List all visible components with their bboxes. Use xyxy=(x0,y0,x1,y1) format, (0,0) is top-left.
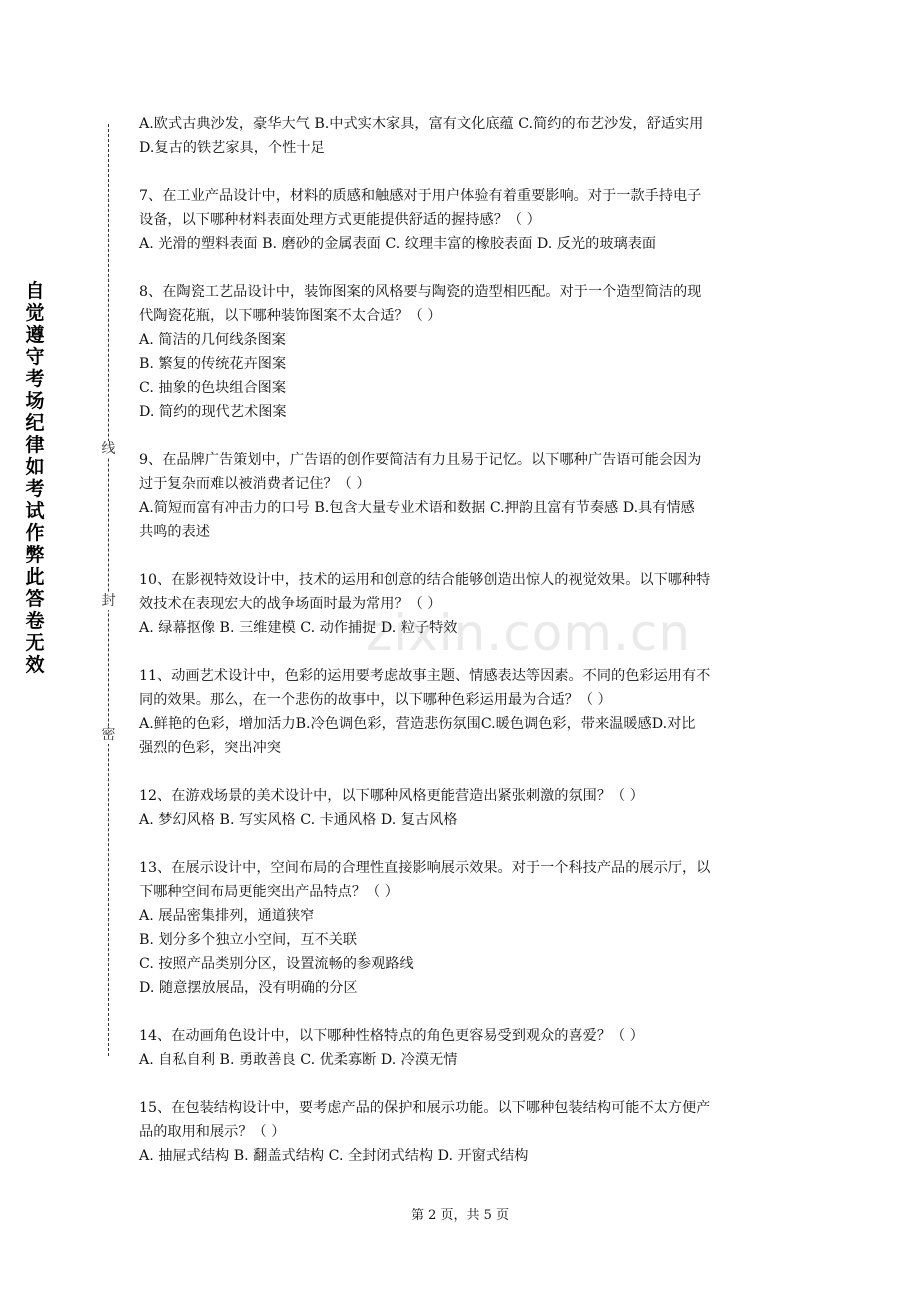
seal-mark-seal: 封 xyxy=(101,593,116,609)
question-10 xyxy=(139,568,791,640)
question-line: 15、在包装结构设计中，要考虑产品的保护和展示功能。以下哪种包装结构可能不太方便产 xyxy=(139,1100,711,1116)
question-line: A. 梦幻风格 B. 写实风格 C. 卡通风格 D. 复古风格 xyxy=(139,812,458,828)
question-line: 11、动画艺术设计中，色彩的运用要考虑故事主题、情感表达等因素。不同的色彩运用有不 xyxy=(139,668,711,684)
question-8 xyxy=(139,280,791,424)
question-line: 12、在游戏场景的美术设计中，以下哪种风格更能营造出紧张刺激的氛围？（ ） xyxy=(139,788,644,804)
seal-mark-line: 线 xyxy=(101,441,116,457)
question-line: 下哪种空间布局更能突出产品特点？（ ） xyxy=(139,884,399,900)
question-11 xyxy=(139,664,791,760)
question-line: C. 抽象的色块组合图案 xyxy=(139,380,287,396)
page-number: 第 2 页，共 5 页 xyxy=(410,1208,510,1223)
seal-mark-secret: 密 xyxy=(101,727,116,743)
question-line: 10、在影视特效设计中，技术的运用和创意的结合能够创造出惊人的视觉效果。以下哪种特 xyxy=(139,572,711,588)
question-line: B. 划分多个独立小空间，互不关联 xyxy=(139,932,358,948)
question-line: D.复古的铁艺家具，个性十足 xyxy=(139,140,325,156)
question-12 xyxy=(139,784,791,832)
question-line: 同的效果。那么，在一个悲伤的故事中，以下哪种色彩运用最为合适？（ ） xyxy=(139,692,612,708)
question-line: A. 自私自利 B. 勇敢善良 C. 优柔寡断 D. 冷漠无情 xyxy=(139,1052,458,1068)
question-13 xyxy=(139,856,791,1000)
question-line: A.鲜艳的色彩，增加活力B.冷色调色彩，营造悲伤氛围C.暖色调色彩，带来温暖感D.对比 xyxy=(139,716,696,732)
question-line: B. 繁复的传统花卉图案 xyxy=(139,356,287,372)
question-line: A. 简洁的几何线条图案 xyxy=(139,332,286,348)
watermark: zixin.com.cn xyxy=(366,604,692,662)
question-line: A.简短而富有冲击力的口号 B.包含大量专业术语和数据 C.押韵且富有节奏感 D.具有情感 xyxy=(139,500,695,516)
exam-rules-notice: 自觉遵守考场纪律如考试作弊此答卷无效 xyxy=(25,280,45,676)
binding-dashed-line xyxy=(108,124,109,1056)
question-line: A. 展品密集排列，通道狭窄 xyxy=(139,908,315,924)
question-line: 代陶瓷花瓶，以下哪种装饰图案不太合适？（ ） xyxy=(139,308,442,324)
question-line: D. 随意摆放展品，没有明确的分区 xyxy=(139,980,358,996)
question-line: C. 按照产品类别分区，设置流畅的参观路线 xyxy=(139,956,414,972)
question-line: A. 抽屉式结构 B. 翻盖式结构 C. 全封闭式结构 D. 开窗式结构 xyxy=(139,1148,529,1164)
question-line: A. 光滑的塑料表面 B. 磨砂的金属表面 C. 纹理丰富的橡胶表面 D. 反光的玻璃表面 xyxy=(139,236,657,252)
question-line: 14、在动画角色设计中，以下哪种性格特点的角色更容易受到观众的喜爱？（ ） xyxy=(139,1028,644,1044)
question-line: 效技术在表现宏大的战争场面时最为常用？（ ） xyxy=(139,596,442,612)
question-line: 设备，以下哪种材料表面处理方式更能提供舒适的握持感？（ ） xyxy=(139,212,541,228)
question-7 xyxy=(139,184,791,256)
question-line: D. 简约的现代艺术图案 xyxy=(139,404,287,420)
question-9 xyxy=(139,448,791,544)
question-line: 9、在品牌广告策划中，广告语的创作要简洁有力且易于记忆。以下哪种广告语可能会因为 xyxy=(139,452,702,468)
question-line: 品的取用和展示？（ ） xyxy=(139,1124,286,1140)
question-15 xyxy=(139,1096,791,1168)
question-line: 强烈的色彩，突出冲突 xyxy=(139,740,281,756)
question-line: 8、在陶瓷工艺品设计中，装饰图案的风格要与陶瓷的造型相匹配。对于一个造型简洁的现 xyxy=(139,284,702,300)
question-14 xyxy=(139,1024,791,1072)
question-6-options xyxy=(139,112,791,160)
question-line: 7、在工业产品设计中，材料的质感和触感对于用户体验有着重要影响。对于一款手持电子 xyxy=(139,188,702,204)
question-line: 13、在展示设计中，空间布局的合理性直接影响展示效果。对于一个科技产品的展示厅，以 xyxy=(139,860,711,876)
question-line: 过于复杂而难以被消费者记住？（ ） xyxy=(139,476,371,492)
question-line: 共鸣的表述 xyxy=(139,524,210,540)
question-list xyxy=(139,112,791,1168)
question-line: A. 绿幕抠像 B. 三维建模 C. 动作捕捉 D. 粒子特效 xyxy=(139,620,458,636)
question-line: A.欧式古典沙发，豪华大气 B.中式实木家具，富有文化底蕴 C.简约的布艺沙发，舒适实用 xyxy=(139,116,704,132)
